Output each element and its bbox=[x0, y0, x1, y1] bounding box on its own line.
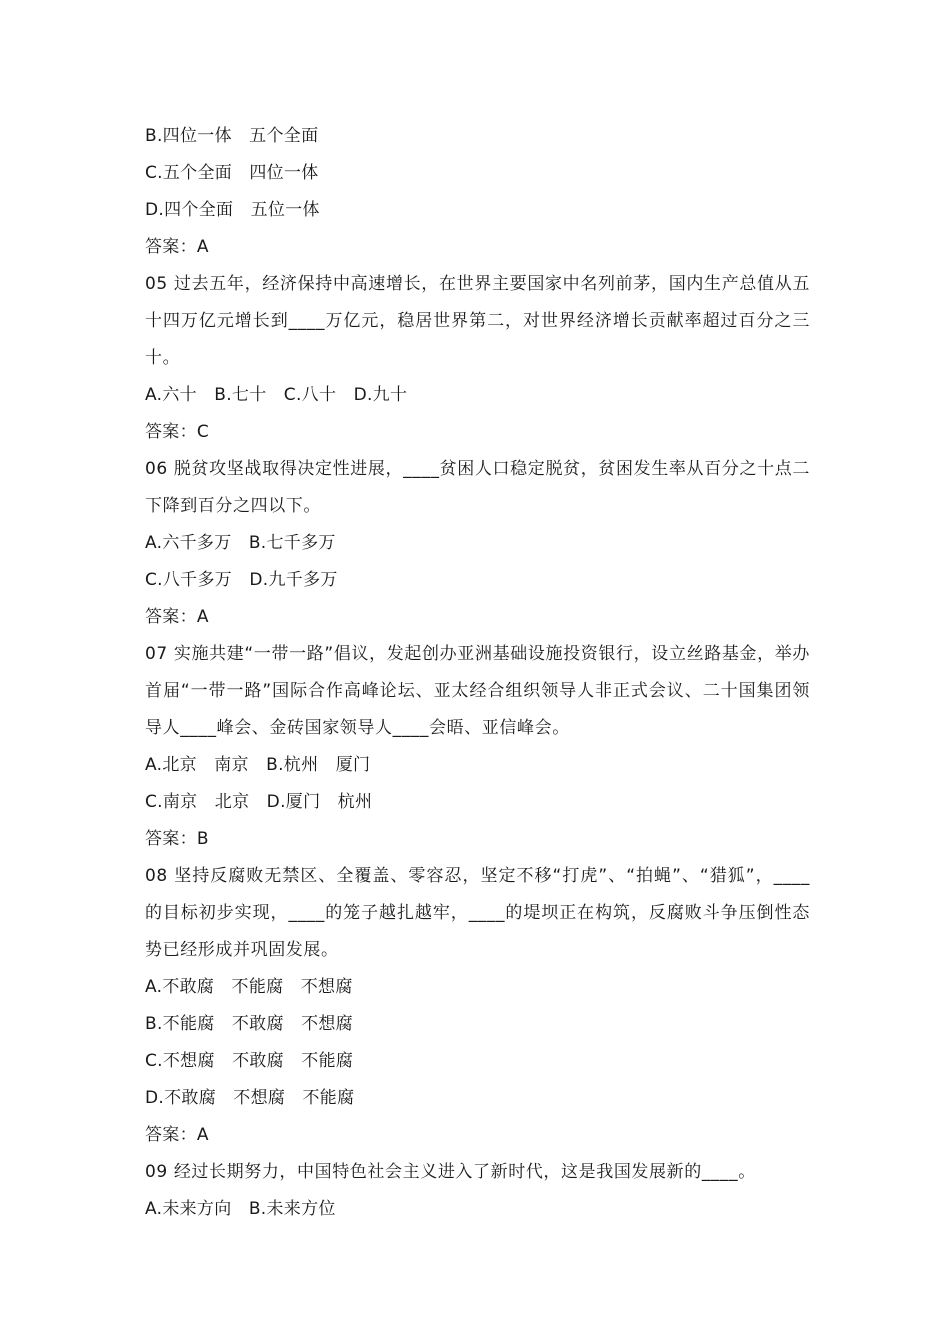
q04-option-b: B.四位一体 五个全面 bbox=[145, 126, 319, 146]
q08-option-d: D.不敢腐 不想腐 不能腐 bbox=[145, 1088, 355, 1108]
q08-answer: 答案：A bbox=[145, 1125, 209, 1145]
q05-options: A.六十 B.七十 C.八十 D.九十 bbox=[145, 385, 408, 405]
q04-option-d: D.四个全面 五位一体 bbox=[145, 200, 320, 220]
q08-option-b: B.不能腐 不敢腐 不想腐 bbox=[145, 1014, 353, 1034]
q04-answer: 答案：A bbox=[145, 237, 209, 257]
q09-options-ab: A.未来方向 B.未来方位 bbox=[145, 1199, 336, 1219]
document-page bbox=[145, 118, 810, 1228]
q04-option-c: C.五个全面 四位一体 bbox=[145, 163, 319, 183]
q06-answer: 答案：A bbox=[145, 607, 209, 627]
q06-options-cd: C.八千多万 D.九千多万 bbox=[145, 570, 338, 590]
q08-option-a: A.不敢腐 不能腐 不想腐 bbox=[145, 977, 353, 997]
q09-stem: 09 经过长期努力，中国特色社会主义进入了新时代，这是我国发展新的____。 bbox=[145, 1162, 756, 1182]
q08-option-c: C.不想腐 不敢腐 不能腐 bbox=[145, 1051, 354, 1071]
q05-answer: 答案：C bbox=[145, 422, 210, 442]
q07-options-cd: C.南京 北京 D.厦门 杭州 bbox=[145, 792, 373, 812]
q07-options-ab: A.北京 南京 B.杭州 厦门 bbox=[145, 755, 371, 775]
q05-stem: 05 过去五年，经济保持中高速增长，在世界主要国家中名列前茅，国内生产总值从五十四万亿元增长到____万亿元，稳居世界第二，对世界经济增长贡献率超过百分之三十。 bbox=[145, 274, 810, 368]
q06-options-ab: A.六千多万 B.七千多万 bbox=[145, 533, 336, 553]
q07-answer: 答案：B bbox=[145, 829, 209, 849]
q08-stem: 08 坚持反腐败无禁区、全覆盖、零容忍，坚定不移“打虎”、“拍蝇”、“猎狐”，____的目标初步实现，____的笼子越扎越牢，____的堤坝正在构筑，反腐败斗争压倒性态势已经形成并巩固发展。 bbox=[145, 866, 810, 960]
q07-stem: 07 实施共建“一带一路”倡议，发起创办亚洲基础设施投资银行，设立丝路基金，举办首届“一带一路”国际合作高峰论坛、亚太经合组织领导人非正式会议、二十国集团领导人____峰会、金砖国家领导人____会晤、亚信峰会。 bbox=[145, 644, 810, 738]
q06-stem: 06 脱贫攻坚战取得决定性进展，____贫困人口稳定脱贫，贫困发生率从百分之十点二下降到百分之四以下。 bbox=[145, 459, 810, 516]
